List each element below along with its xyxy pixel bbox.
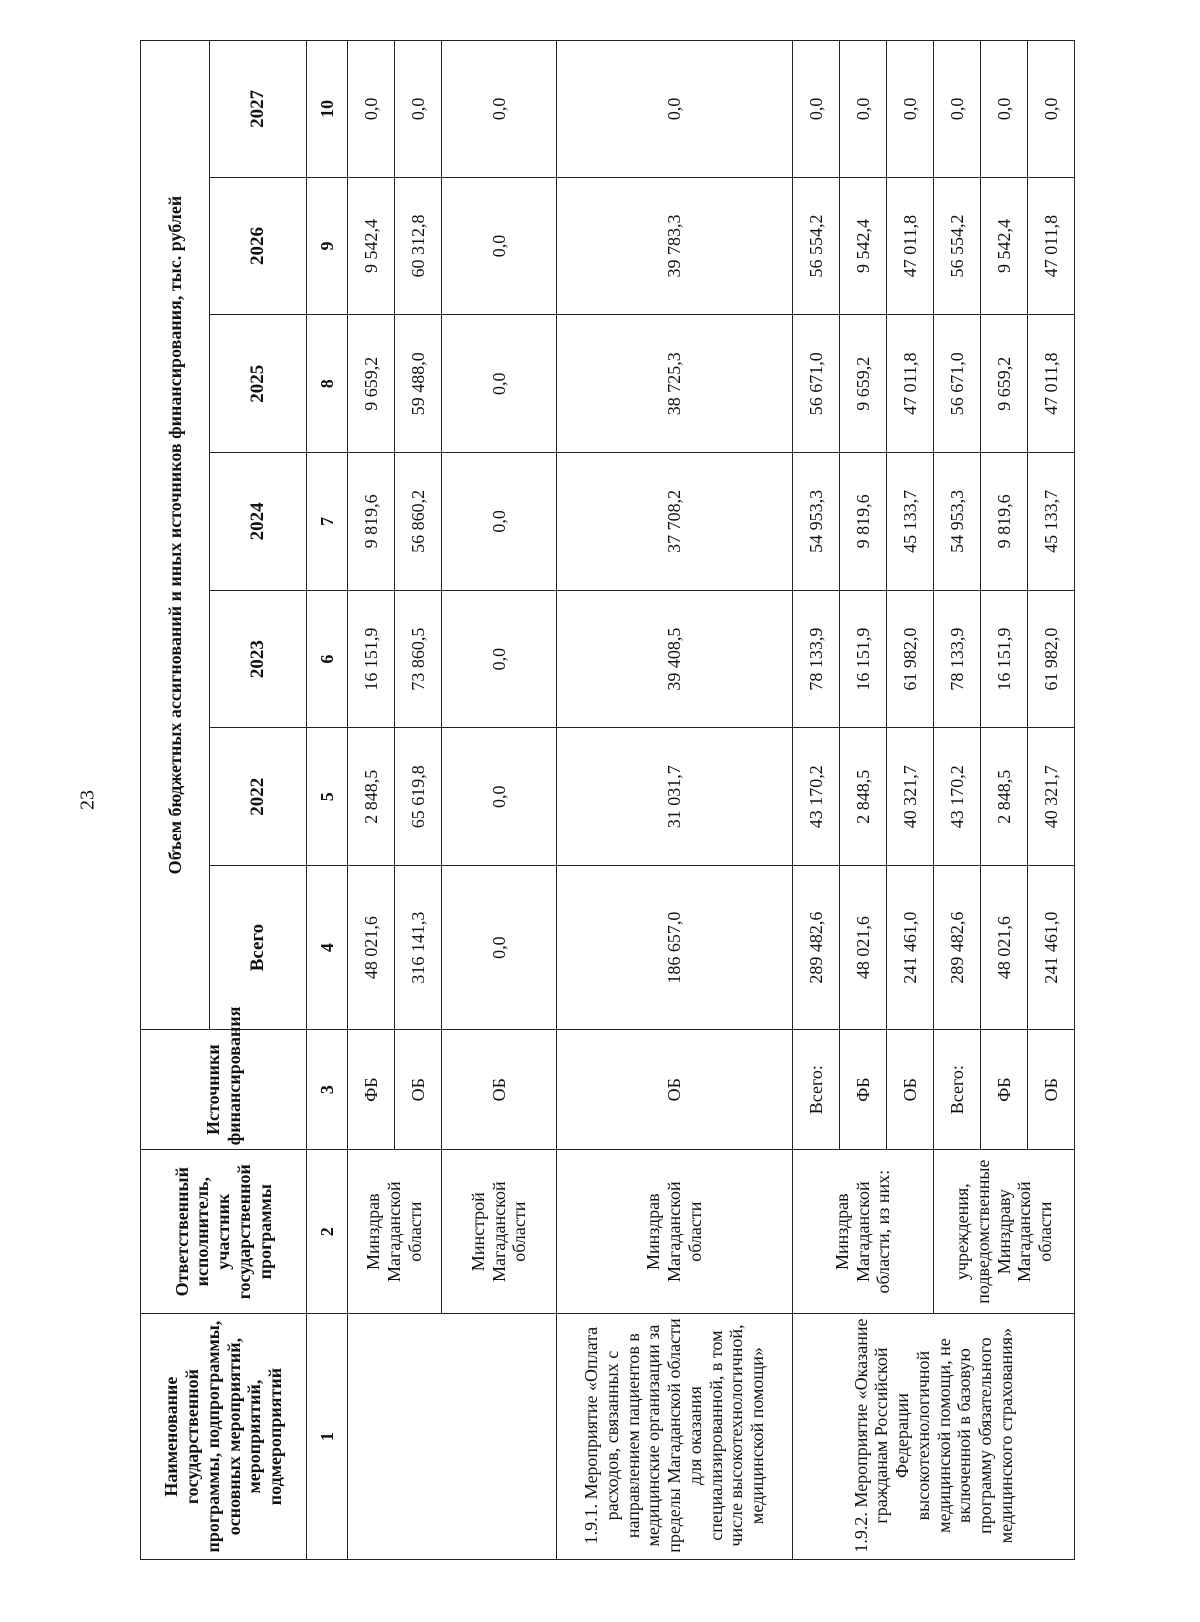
value-cell: 54 953,3 (934, 453, 981, 591)
value-cell: 45 133,7 (887, 453, 934, 591)
value-cell: 2 848,5 (840, 728, 887, 866)
header-year: 2025 (210, 315, 307, 453)
header-total: Всего (210, 866, 307, 1030)
value-cell: 0,0 (442, 41, 557, 178)
value-cell: 73 860,5 (395, 590, 442, 728)
value-cell: 61 982,0 (1028, 590, 1075, 728)
value-cell: 2 848,5 (348, 728, 395, 866)
value-cell: 54 953,3 (793, 453, 840, 591)
value-cell: 0,0 (395, 41, 442, 178)
row-source-cell: ОБ (1028, 1030, 1075, 1150)
value-cell: 56 554,2 (793, 177, 840, 315)
value-cell: 47 011,8 (887, 315, 934, 453)
value-cell: 9 659,2 (348, 315, 395, 453)
row-source-cell: ФБ (840, 1030, 887, 1150)
value-cell: 289 482,6 (793, 866, 840, 1030)
value-cell: 48 021,6 (348, 866, 395, 1030)
value-cell: 186 657,0 (557, 866, 793, 1030)
row-source-cell: ОБ (442, 1030, 557, 1150)
row-executor-cell: Минздрав Магаданской области (348, 1150, 442, 1314)
value-cell: 45 133,7 (1028, 453, 1075, 591)
row-source-cell: ФБ (348, 1030, 395, 1150)
header-col-executor: Ответственный исполнитель, участник государственной программы (141, 1150, 307, 1314)
value-cell: 38 725,3 (557, 315, 793, 453)
value-cell: 78 133,9 (934, 590, 981, 728)
value-cell: 43 170,2 (934, 728, 981, 866)
value-cell: 0,0 (840, 41, 887, 178)
value-cell: 78 133,9 (793, 590, 840, 728)
value-cell: 60 312,8 (395, 177, 442, 315)
value-cell: 56 554,2 (934, 177, 981, 315)
row-source-cell: Всего: (934, 1030, 981, 1150)
rotated-table-container (140, 40, 1061, 1560)
value-cell: 16 151,9 (348, 590, 395, 728)
value-cell: 39 783,3 (557, 177, 793, 315)
value-cell: 9 659,2 (981, 315, 1028, 453)
value-cell: 316 141,3 (395, 866, 442, 1030)
header-year: 2026 (210, 177, 307, 315)
value-cell: 61 982,0 (887, 590, 934, 728)
column-number: 3 (307, 1030, 348, 1150)
column-number: 4 (307, 866, 348, 1030)
value-cell: 37 708,2 (557, 453, 793, 591)
value-cell: 241 461,0 (1028, 866, 1075, 1030)
column-number: 2 (307, 1150, 348, 1314)
value-cell: 56 671,0 (793, 315, 840, 453)
value-cell: 0,0 (1028, 41, 1075, 178)
column-number: 5 (307, 728, 348, 866)
column-number: 10 (307, 41, 348, 178)
value-cell: 0,0 (348, 41, 395, 178)
value-cell: 56 860,2 (395, 453, 442, 591)
value-cell: 48 021,6 (840, 866, 887, 1030)
value-cell: 0,0 (442, 866, 557, 1030)
page-number: 23 (76, 790, 99, 810)
value-cell: 40 321,7 (887, 728, 934, 866)
value-cell: 9 542,4 (981, 177, 1028, 315)
column-number: 1 (307, 1314, 348, 1560)
value-cell: 40 321,7 (1028, 728, 1075, 866)
header-col-source: Источники финансирования (141, 1030, 307, 1150)
budget-table (140, 40, 1075, 1560)
value-cell: 39 408,5 (557, 590, 793, 728)
row-executor-cell: Минздрав Магаданской области, из них: (793, 1150, 934, 1314)
value-cell: 59 488,0 (395, 315, 442, 453)
value-cell: 2 848,5 (981, 728, 1028, 866)
value-cell: 9 819,6 (348, 453, 395, 591)
row-name-cell: 1.9.2. Мероприятие «Оказание гражданам Российской Федерации высокотехнологичной медицинской помощи, не включенной в базовую программу обязательного медицинского страхования» (793, 1314, 1075, 1560)
column-number: 9 (307, 177, 348, 315)
value-cell: 0,0 (934, 41, 981, 178)
header-col-name: Наименование государственной программы, подпрограммы, основных мероприятий, мероприятий, подмероприятий (141, 1314, 307, 1560)
value-cell: 0,0 (442, 315, 557, 453)
value-cell: 0,0 (442, 453, 557, 591)
value-cell: 48 021,6 (981, 866, 1028, 1030)
row-source-cell: ФБ (981, 1030, 1028, 1150)
row-executor-cell: учреждения, подведомственные Минздраву Магаданской области (934, 1150, 1075, 1314)
value-cell: 56 671,0 (934, 315, 981, 453)
value-cell: 65 619,8 (395, 728, 442, 866)
table-row (557, 41, 793, 1560)
value-cell: 47 011,8 (1028, 315, 1075, 453)
value-cell: 0,0 (442, 177, 557, 315)
value-cell: 0,0 (793, 41, 840, 178)
table-row (793, 41, 840, 1560)
value-cell: 9 819,6 (981, 453, 1028, 591)
row-source-cell: Всего: (793, 1030, 840, 1150)
value-cell: 9 542,4 (348, 177, 395, 315)
value-cell: 9 659,2 (840, 315, 887, 453)
value-cell: 0,0 (557, 41, 793, 178)
value-cell: 43 170,2 (793, 728, 840, 866)
header-year: 2027 (210, 41, 307, 178)
column-number: 7 (307, 453, 348, 591)
value-cell: 241 461,0 (887, 866, 934, 1030)
row-source-cell: ОБ (395, 1030, 442, 1150)
value-cell: 0,0 (887, 41, 934, 178)
value-cell: 0,0 (442, 728, 557, 866)
column-number: 8 (307, 315, 348, 453)
header-budget-group: Объем бюджетных ассигнований и иных источников финансирования, тыс. рублей (141, 41, 210, 1030)
value-cell: 47 011,8 (1028, 177, 1075, 315)
row-executor-cell: Минстрой Магаданской области (442, 1150, 557, 1314)
row-source-cell: ОБ (557, 1030, 793, 1150)
header-year: 2022 (210, 728, 307, 866)
table-row (348, 41, 395, 1560)
value-cell: 16 151,9 (981, 590, 1028, 728)
value-cell: 0,0 (981, 41, 1028, 178)
value-cell: 16 151,9 (840, 590, 887, 728)
value-cell: 47 011,8 (887, 177, 934, 315)
row-name-cell: 1.9.1. Мероприятие «Оплата расходов, связанных с направлением пациентов в медицинские организации за пределы Магаданской области для оказания специализированной, в том числе высокотехнологичной, медицинской помощи» (557, 1314, 793, 1560)
value-cell: 289 482,6 (934, 866, 981, 1030)
row-source-cell: ОБ (887, 1030, 934, 1150)
value-cell: 9 542,4 (840, 177, 887, 315)
value-cell: 0,0 (442, 590, 557, 728)
column-number: 6 (307, 590, 348, 728)
row-executor-cell: Минздрав Магаданской области (557, 1150, 793, 1314)
header-year: 2023 (210, 590, 307, 728)
value-cell: 9 819,6 (840, 453, 887, 591)
value-cell: 31 031,7 (557, 728, 793, 866)
header-year: 2024 (210, 453, 307, 591)
row-name-cell (348, 1314, 557, 1560)
